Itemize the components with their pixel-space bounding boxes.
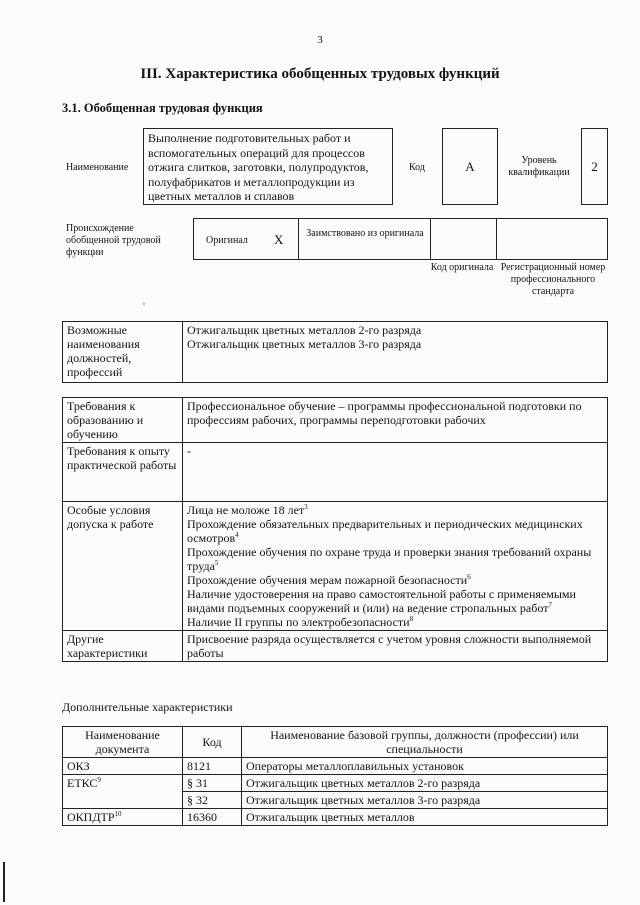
borrowed-label: Заимствовано из оригинала: [306, 228, 424, 239]
positions-list: [183, 322, 608, 383]
education-label: Требования к образованию и обучению: [63, 398, 183, 443]
subsection-title: 3.1. Обобщенная трудовая функция: [62, 101, 263, 115]
qualification-level-label: Уровень квалификации: [508, 155, 570, 178]
row-name: Отжигальщик цветных металлов 3-го разряда: [242, 792, 608, 809]
origin-box: [193, 218, 608, 260]
row-code: § 31: [183, 775, 242, 792]
condition-item: Наличие II группы по электробезопасности$^8$: [187, 615, 414, 629]
experience-value: -: [183, 443, 608, 502]
positions-table: [62, 321, 608, 383]
condition-item: Лица не моложе 18 лет$^3$: [187, 503, 308, 517]
requirements-table: [62, 397, 608, 662]
origin-code-caption: Код оригинала: [430, 262, 494, 273]
original-label: Оригинал: [206, 235, 248, 246]
original-mark: Х: [274, 232, 284, 247]
code-label: Код: [409, 162, 425, 173]
head-name: Наименование базовой группы, должности (профессии) или специальности: [242, 727, 608, 758]
head-code: Код: [183, 727, 242, 758]
condition-item: Прохождение обучения мерам пожарной безопасности$^6$: [187, 573, 471, 587]
table-row: [63, 758, 608, 775]
function-name-box: Выполнение подготовительных работ и вспомогательных операций для процессов отжига слитков, заготовки, полупродуктов, полуфабрикатов и металлопродукции из цветных металлов и сплавов: [143, 128, 393, 205]
reg-number-caption: Регистрационный номер профессионального стандарта: [500, 262, 606, 297]
page-number: 3: [317, 34, 323, 46]
code-value-box: А: [442, 128, 498, 205]
qualification-level-value: 2: [581, 128, 608, 205]
experience-label: Требования к опыту практической работы: [63, 443, 183, 502]
conditions-label: Особые условия допуска к работе: [63, 502, 183, 631]
table-row: [63, 775, 608, 792]
row-code: § 32: [183, 792, 242, 809]
education-value: Профессиональное обучение – программы профессиональной подготовки по профессиям рабочих, программы переподготовки рабочих: [183, 398, 608, 443]
other-value: Присвоение разряда осуществляется с учетом уровня сложности выполняемой работы: [183, 631, 608, 662]
row-code: 16360: [183, 809, 242, 826]
row-name: Отжигальщик цветных металлов: [242, 809, 608, 826]
row-name: Отжигальщик цветных металлов 2-го разряда: [242, 775, 608, 792]
position-item: Отжигальщик цветных металлов 3-го разряда: [187, 337, 422, 351]
condition-item: Прохождение обучения по охране труда и проверки знания требований охраны труда$^5$: [187, 545, 592, 573]
additional-title: Дополнительные характеристики: [62, 700, 233, 714]
origin-divider: [430, 219, 431, 259]
head-document: Наименование документа: [63, 727, 183, 758]
conditions-list: [183, 502, 608, 631]
origin-divider: [496, 219, 497, 259]
scan-dot: ,: [143, 297, 145, 306]
name-label: Наименование: [66, 162, 129, 173]
positions-label: Возможные наименования должностей, профессий: [63, 322, 183, 383]
row-code: 8121: [183, 758, 242, 775]
origin-label: Происхождение обобщенной трудовой функции: [66, 223, 161, 258]
additional-table: [62, 726, 608, 826]
row-doc: ЕТКС$^9$: [63, 775, 183, 809]
position-item: Отжигальщик цветных металлов 2-го разряда: [187, 323, 422, 337]
row-doc: ОКПДТР$^{10}$: [63, 809, 183, 826]
table-row: [63, 809, 608, 826]
row-doc: ОКЗ: [63, 758, 183, 775]
scan-edge-mark: [3, 862, 5, 902]
condition-item: Прохождение обязательных предварительных и периодических медицинских осмотров$^4$: [187, 517, 583, 545]
section-title: III. Характеристика обобщенных трудовых функций: [140, 66, 500, 82]
condition-item: Наличие удостоверения на право самостоятельной работы с применяемыми видами подъемных сооружений и (или) на ведение стропальных работ$^7$: [187, 587, 576, 615]
row-name: Операторы металлоплавильных установок: [242, 758, 608, 775]
origin-divider: [298, 219, 299, 259]
other-label: Другие характеристики: [63, 631, 183, 662]
